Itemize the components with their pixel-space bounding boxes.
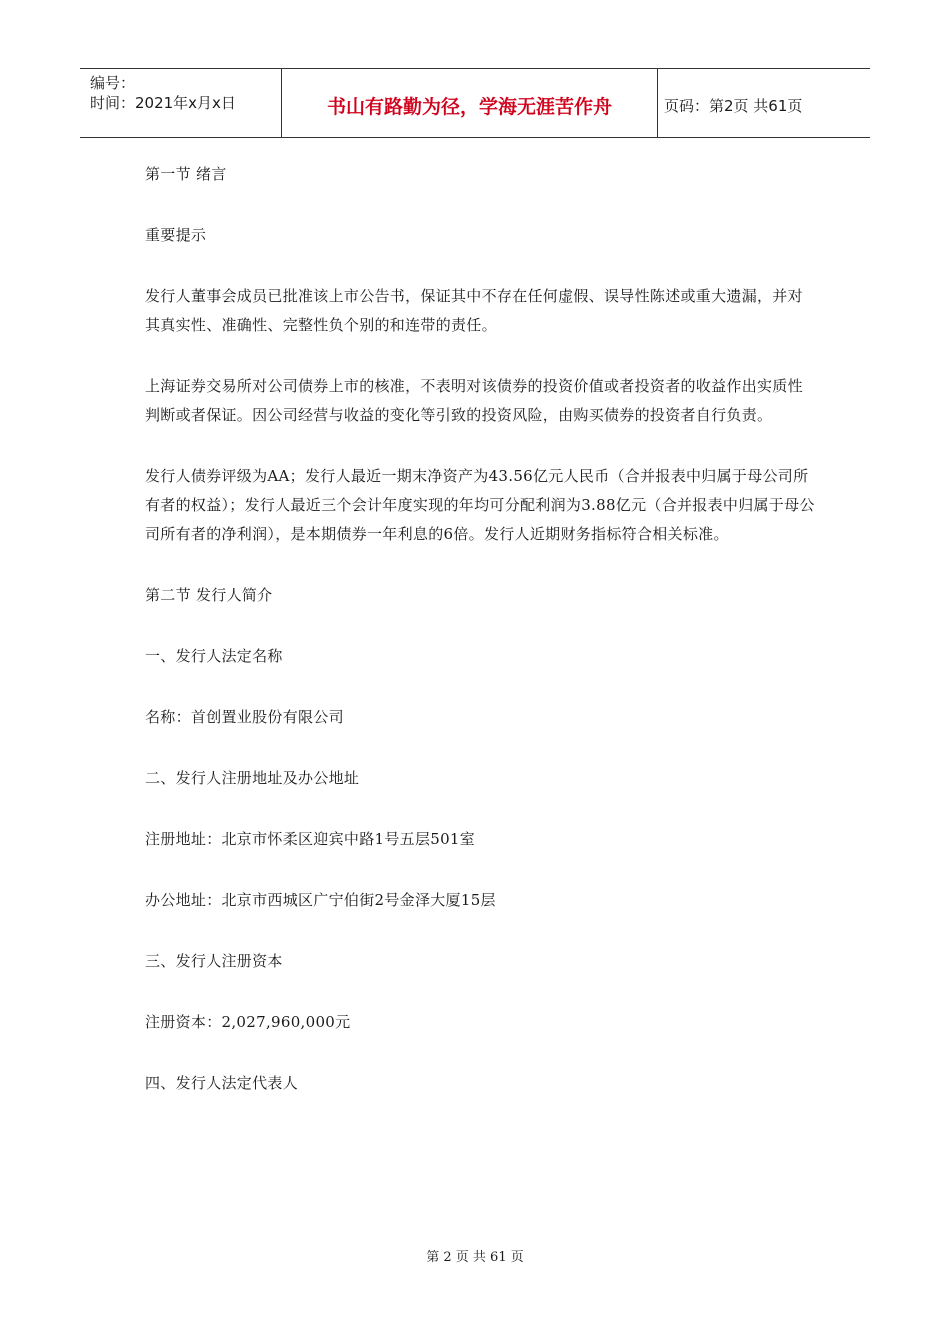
header-page-info: 页码：第2页 共61页 [664,96,803,115]
subheading: 四、发行人法定代表人 [145,1074,299,1092]
header-meta [80,69,282,137]
paragraph: 办公地址：北京市西城区广宁伯街2号金泽大厦15层 [145,891,496,909]
paragraph: 注册资本：2,027,960,000元 [145,1013,351,1031]
paragraph: 发行人董事会成员已批准该上市公告书，保证其中不存在任何虚假、误导性陈述或重大遗漏，并对其真实性、准确性、完整性负个别的和连带的责任。 [145,287,803,334]
subheading: 一、发行人法定名称 [145,647,283,665]
paragraph: 名称：首创置业股份有限公司 [145,708,344,726]
document-time-label: 时间：2021年x月x日 [90,94,236,112]
paragraph: 注册地址：北京市怀柔区迎宾中路1号五层501室 [145,830,476,848]
page-header [80,68,870,138]
document-body [145,160,815,1130]
document-number-label: 编号： [90,74,136,92]
subheading: 三、发行人注册资本 [145,952,283,970]
subheading: 重要提示 [145,226,207,244]
section-title: 第二节 发行人简介 [145,586,273,604]
section-title: 第一节 绪言 [145,165,227,183]
subheading: 二、发行人注册地址及办公地址 [145,769,360,787]
paragraph: 上海证券交易所对公司债券上市的核准，不表明对该债券的投资价值或者投资者的收益作出实质性判断或者保证。因公司经营与收益的变化等引致的投资风险，由购买债券的投资者自行负责。 [145,377,803,424]
paragraph: 发行人债券评级为AA；发行人最近一期末净资产为43.56亿元人民币（合并报表中归属于母公司所有者的权益）；发行人最近三个会计年度实现的年均可分配利润为3.88亿元（合并报表中归属于母公司所有者的净利润），是本期债券一年利息的6倍。发行人近期财务指标符合相关标准。 [145,467,815,543]
header-motto: 书山有路勤为径，学海无涯苦作舟 [282,69,658,137]
page-footer: 第 2 页 共 61 页 [426,1250,524,1265]
